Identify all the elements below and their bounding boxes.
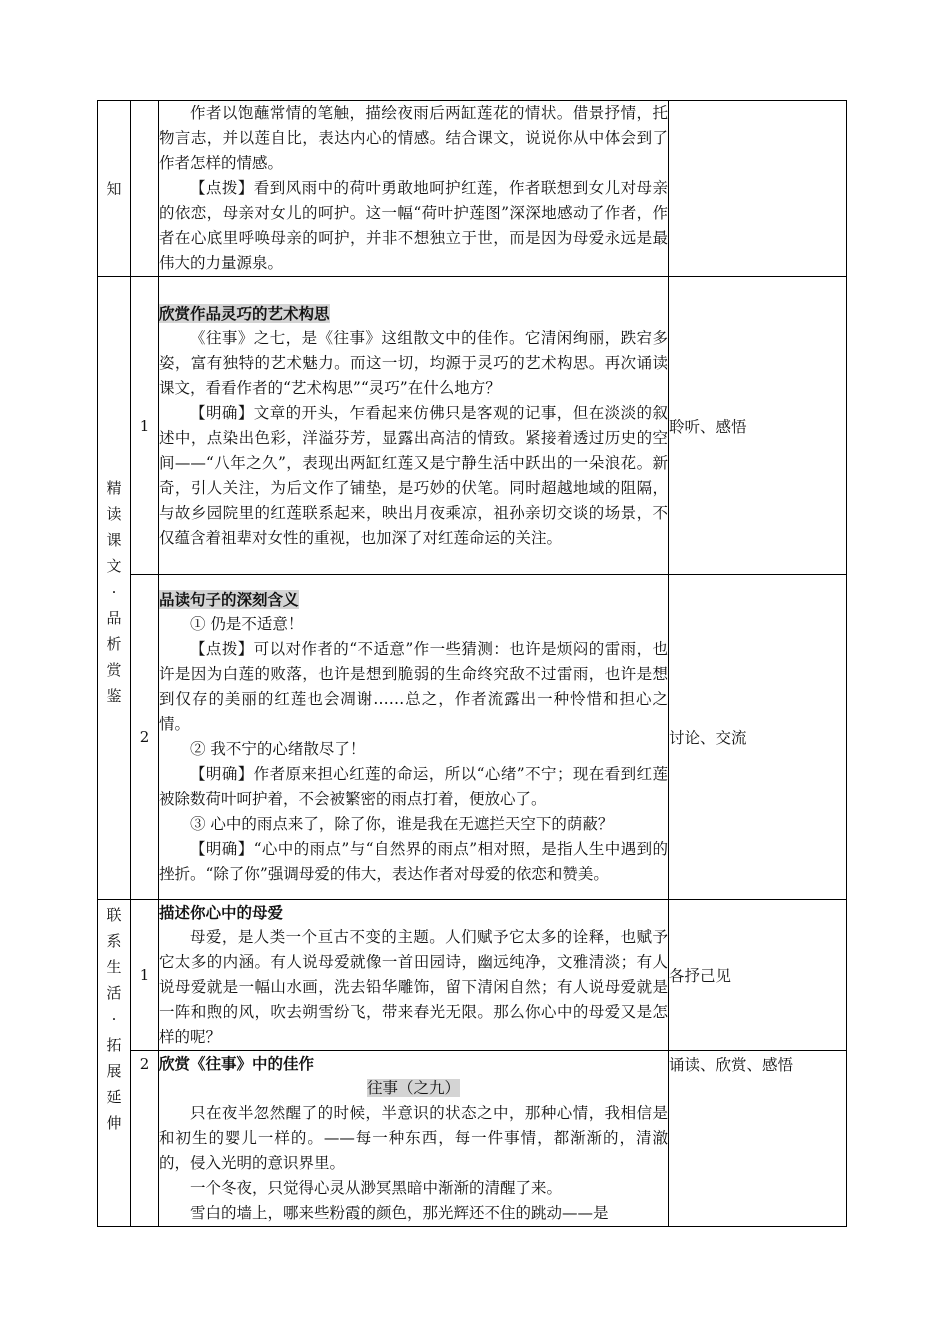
paragraph: 作者以饱蘸常情的笔触，描绘夜雨后两缸莲花的情状。借景抒情，托物言志，并以莲自比，表达内心的情感。结合课文，说说你从中体会到了作者怎样的情感。 <box>159 104 668 172</box>
number-cell: 2 <box>131 575 159 900</box>
stage-char: 延 <box>106 1088 122 1106</box>
activity-cell: 诵读、欣赏、感悟 <box>669 1051 847 1227</box>
number-cell: 1 <box>131 277 159 575</box>
table-row <box>98 1051 847 1227</box>
paragraph: 【明确】文章的开头，乍看起来仿佛只是客观的记事，但在淡淡的叙述中，点染出色彩，洋溢芬芳，显露出高洁的情致。紧接着透过历史的空间——“八年之久”，表现出两缸红莲又是宁静生活中跃出的一朵浪花。新奇，引人关注，为后文作了铺垫，是巧妙的伏笔。同时超越地域的阻隔，与故乡园院里的红莲联系起来，映出月夜乘凉，祖孙亲切交谈的场景，不仅蕴含着祖辈对女性的重视，也加深了对红莲命运的关注。 <box>159 403 668 547</box>
stage-char: 品 <box>106 609 122 627</box>
stage-char: 伸 <box>106 1114 122 1132</box>
paragraph: 【点拨】可以对作者的“不适意”作一些猜测：也许是烦闷的雷雨，也许是因为白莲的败落，也许是想到脆弱的生命终究敌不过雷雨，也许是想到仅存的美丽的红莲也会凋谢……总之，作者流露出一种怜惜和担心之情。 <box>159 640 668 733</box>
stage-char: 鉴 <box>106 687 122 705</box>
stage-char: 课 <box>106 531 122 549</box>
number-cell: 1 <box>131 900 159 1051</box>
stage-cell <box>98 900 131 1227</box>
stage-char: 精 <box>106 479 122 497</box>
stage-char: · <box>111 583 117 601</box>
content-cell <box>159 1051 669 1227</box>
table-row <box>98 900 847 1051</box>
number-cell <box>131 101 159 277</box>
section-heading: 欣赏作品灵巧的艺术构思 <box>159 303 330 323</box>
paragraph: 《往事》之七，是《往事》这组散文中的佳作。它清闲绚丽，跌宕多姿，富有独特的艺术魅力。而这一切，均源于灵巧的艺术构思。再次诵读课文，看看作者的“艺术构思”“灵巧”在什么地方？ <box>159 328 668 397</box>
activity-cell: 各抒己见 <box>669 900 847 1051</box>
table-row <box>98 101 847 277</box>
stage-char: · <box>111 1010 117 1028</box>
section-heading: 描述你心中的母爱 <box>159 903 284 922</box>
stage-char: 联 <box>106 906 122 924</box>
stage-char: 文 <box>106 557 122 575</box>
paragraph: 只在夜半忽然醒了的时候，半意识的状态之中，那种心情，我相信是和初生的婴儿一样的。——每一种东西，每一件事情，都渐渐的，清澈的，侵入光明的意识界里。 <box>159 1104 668 1172</box>
table-row <box>98 277 847 575</box>
stage-char: 展 <box>106 1062 122 1080</box>
paragraph: 【明确】“心中的雨点”与“自然界的雨点”相对照，是指人生中遇到的挫折。“除了你”强调母爱的伟大，表达作者对母爱的依恋和赞美。 <box>159 840 668 883</box>
stage-cell <box>98 101 131 277</box>
poem-subtitle: 往事（之九） <box>366 1079 460 1097</box>
stage-char: 析 <box>106 635 122 653</box>
paragraph: 一个冬夜，只觉得心灵从渺冥黑暗中渐渐的清醒了来。 <box>190 1179 563 1197</box>
paragraph: 【明确】作者原来担心红莲的命运，所以“心绪”不宁；现在看到红莲被除数荷叶呵护着，不会被繁密的雨点打着，便放心了。 <box>159 765 668 808</box>
stage-char: 拓 <box>106 1036 122 1054</box>
stage-char: 系 <box>106 932 122 950</box>
activity-cell: 聆听、感悟 <box>669 277 847 575</box>
paragraph: 【点拨】看到风雨中的荷叶勇敢地呵护红莲，作者联想到女儿对母亲的依恋，母亲对女儿的呵护。这一幅“荷叶护莲图”深深地感动了作者，作者在心底里呼唤母亲的呵护，并非不想独立于世，而是因为母爱永远是最伟大的力量源泉。 <box>159 179 668 272</box>
stage-char: 赏 <box>106 661 122 679</box>
stage-char: 生 <box>106 958 122 976</box>
stage-cell <box>98 277 131 900</box>
stage-char: 知 <box>106 179 122 198</box>
paragraph: ② 我不宁的心绪散尽了！ <box>190 740 366 758</box>
content-cell <box>159 277 669 575</box>
lesson-plan-table <box>97 100 847 1227</box>
activity-cell <box>669 101 847 277</box>
table-row <box>98 575 847 900</box>
paragraph: ③ 心中的雨点来了，除了你，谁是我在无遮拦天空下的荫蔽？ <box>190 815 614 833</box>
content-cell <box>159 575 669 900</box>
activity-cell: 讨论、交流 <box>669 575 847 900</box>
content-cell <box>159 900 669 1051</box>
paragraph: 雪白的墙上，哪来些粉霞的颜色，那光辉还不住的跳动——是 <box>190 1204 609 1222</box>
stage-char: 读 <box>106 505 122 523</box>
stage-char: 活 <box>106 984 122 1002</box>
content-cell <box>159 101 669 277</box>
section-heading: 欣赏《往事》中的佳作 <box>159 1054 315 1073</box>
paragraph: 母爱，是人类一个亘古不变的主题。人们赋予它太多的诠释，也赋予它太多的内涵。有人说母爱就像一首田园诗，幽远纯净，文雅清淡；有人说母爱就是一幅山水画，洗去铅华雕饰，留下清闲自然；有人说母爱就是一阵和煦的风，吹去朔雪纷飞，带来春光无限。那么你心中的母爱又是怎样的呢？ <box>159 928 668 1046</box>
paragraph: ① 仍是不适意！ <box>190 615 304 633</box>
number-cell: 2 <box>131 1051 159 1227</box>
section-heading: 品读句子的深刻含义 <box>159 590 299 609</box>
